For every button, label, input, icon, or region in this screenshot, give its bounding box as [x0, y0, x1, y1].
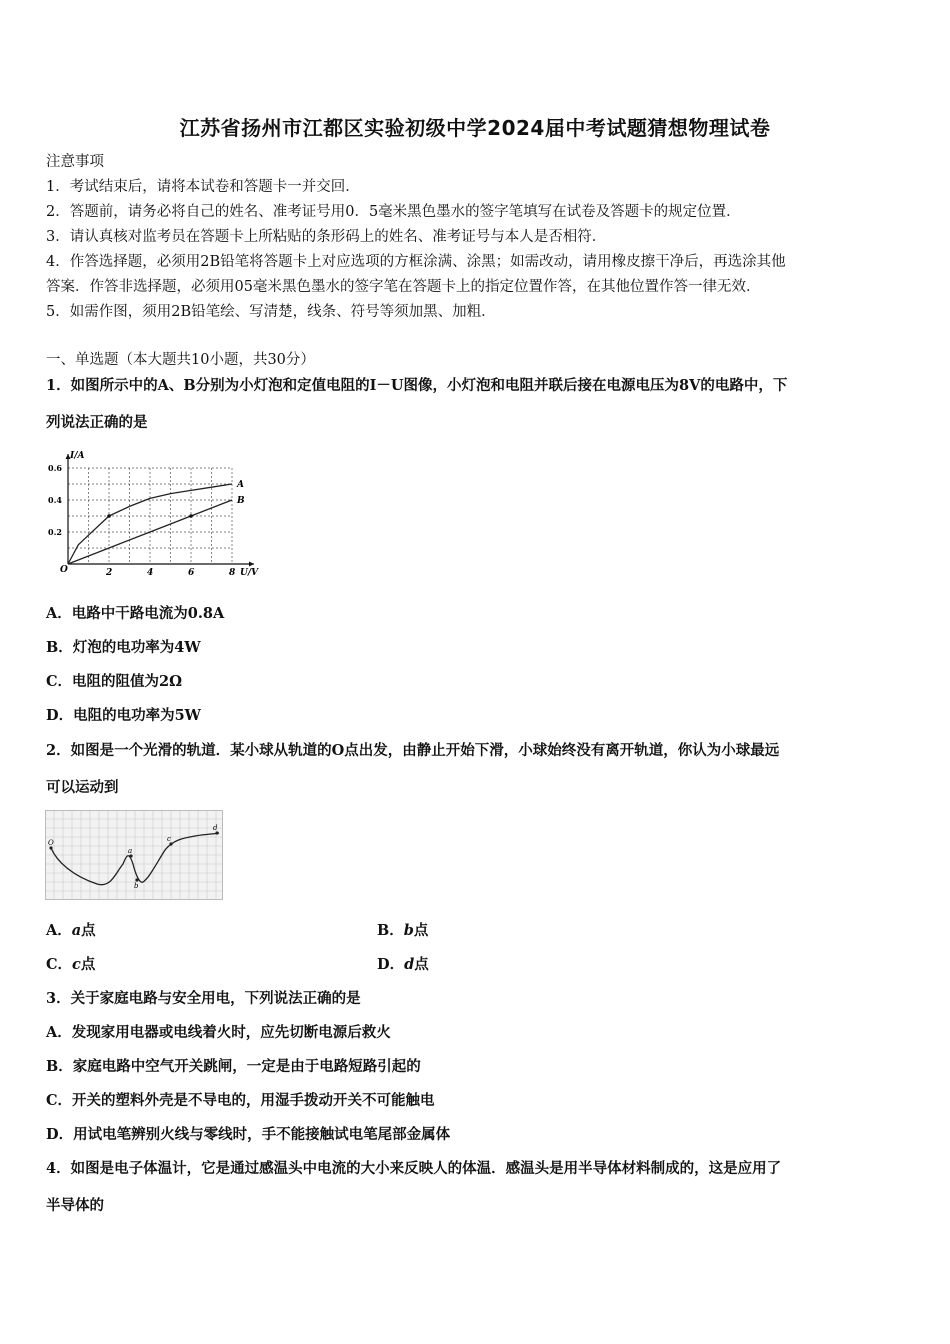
- q1-option-d: D．电阻的电功率为5W: [46, 707, 201, 724]
- q3-stem: 3．关于家庭电路与安全用电，下列说法正确的是: [46, 990, 361, 1007]
- q2-stem-line1: 2．如图是一个光滑的轨道．某小球从轨道的O点出发，由静止开始下滑，小球始终没有离开轨道，你认为小球最远: [46, 742, 780, 759]
- q3-option-b: B．家庭电路中空气开关跳闸，一定是由于电路短路引起的: [46, 1058, 421, 1075]
- x-tick-label: 4: [147, 568, 154, 578]
- notice-item: 5．如需作图，须用2B铅笔绘、写清楚，线条、符号等须加黑、加粗．: [46, 304, 496, 320]
- q2-stem-line2: 可以运动到: [46, 779, 119, 796]
- y-axis-label: I/A: [70, 451, 85, 461]
- x-tick-label: 2: [106, 568, 113, 578]
- q3-option-a: A．发现家用电器或电线着火时，应先切断电源后救火: [46, 1024, 391, 1041]
- q1-option-a: A．电路中干路电流为0.8A: [46, 605, 225, 622]
- series-label-A: A: [237, 480, 244, 490]
- page-title: 江苏省扬州市江都区实验初级中学2024届中考试题猜想物理试卷: [179, 116, 771, 140]
- notice-item: 3．请认真核对监考员在答题卡上所粘贴的条形码上的姓名、准考证号与本人是否相符．: [46, 229, 607, 245]
- chart-series: [68, 480, 245, 564]
- q2-track-diagram: [45, 810, 223, 900]
- x-tick-label: 8: [229, 568, 236, 578]
- y-tick-label: 0.2: [48, 527, 62, 537]
- notice-item: 答案．作答非选择题，必须用05毫米黑色墨水的签字笔在答题卡上的指定位置作答，在其他位置作答一律无效．: [46, 279, 761, 295]
- q2-option-b: B．b点: [377, 922, 429, 939]
- q1-option-b: B．灯泡的电功率为4W: [46, 639, 201, 656]
- notice-item: 1．考试结束后，请将本试卷和答题卡一并交回．: [46, 179, 360, 195]
- section-heading: 一、单选题（本大题共10小题，共30分）: [46, 352, 315, 368]
- q1-stem-line1: 1．如图所示中的A、B分别为小灯泡和定值电阻的I－U图像，小灯泡和电阻并联后接在电源电压为8V的电路中，下: [46, 377, 788, 394]
- q3-option-d: D．用试电笔辨别火线与零线时，手不能接触试电笔尾部金属体: [46, 1126, 451, 1143]
- y-tick-label: 0.6: [48, 463, 62, 473]
- q1-iu-chart: [40, 448, 270, 584]
- track-label-o: O: [48, 839, 54, 847]
- q2-option-a: A．a点: [46, 922, 96, 939]
- q1-stem-line2: 列说法正确的是: [46, 414, 148, 431]
- q4-stem-line1: 4．如图是电子体温计，它是通过感温头中电流的大小来反映人的体温．感温头是用半导体材料制成的，这是应用了: [46, 1160, 782, 1177]
- data-point: [189, 514, 193, 518]
- track-label-c: c: [167, 835, 171, 843]
- notice-heading: 注意事项: [46, 154, 104, 170]
- notice-item: 2．答题前，请务必将自己的姓名、准考证号用0．5毫米黑色墨水的签字笔填写在试卷及答题卡的规定位置．: [46, 204, 741, 220]
- q2-option-d: D．d点: [377, 956, 429, 973]
- series-label-B: B: [237, 496, 245, 506]
- x-axis-label: U/V: [240, 568, 259, 578]
- q3-option-c: C．开关的塑料外壳是不导电的，用湿手拨动开关不可能触电: [46, 1092, 435, 1109]
- x-axis-arrow: [249, 562, 254, 567]
- q4-stem-line2: 半导体的: [46, 1197, 104, 1214]
- track-label-a: a: [128, 847, 133, 855]
- origin-label: O: [60, 565, 68, 575]
- track-label-d: d: [213, 824, 218, 832]
- y-tick-label: 0.4: [48, 495, 62, 505]
- data-point: [107, 514, 111, 518]
- chart-grid: [68, 468, 232, 564]
- q1-option-c: C．电阻的阻值为2Ω: [46, 673, 183, 690]
- x-tick-label: 6: [188, 568, 195, 578]
- track-label-b: b: [134, 882, 139, 890]
- notice-item: 4．作答选择题，必须用2B铅笔将答题卡上对应选项的方框涂满、涂黑；如需改动，请用橡皮擦干净后，再选涂其他: [46, 254, 786, 270]
- q2-option-c: C．c点: [46, 956, 96, 973]
- chart-axes: [66, 454, 255, 567]
